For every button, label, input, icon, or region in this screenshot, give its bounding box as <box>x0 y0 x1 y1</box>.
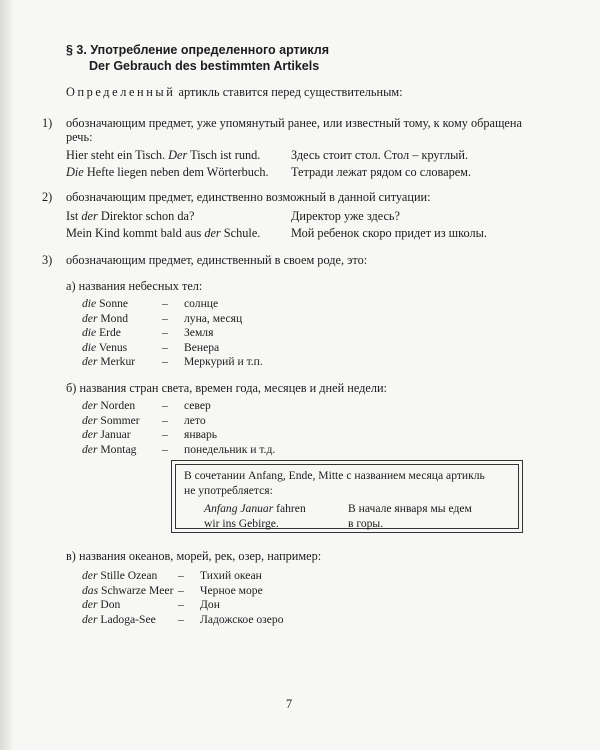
sub-b-label: б) <box>66 381 77 395</box>
rule-3-number: 3) <box>42 253 53 267</box>
list-item: der Stille Ozean – Тихий океан <box>82 569 262 582</box>
sub-a-list <box>82 297 263 370</box>
intro-line <box>66 85 403 100</box>
example-ru: Здесь стоит стол. Стол – круглый. <box>291 148 469 162</box>
example-row <box>66 148 468 163</box>
section-number: § 3. <box>66 43 87 57</box>
sub-a-text: названия небесных тел: <box>78 279 203 293</box>
list-item: die Erde – Земля <box>82 326 214 340</box>
list-item: die Venus – Венера <box>82 340 220 354</box>
section-title-ru: Употребление определенного артикля <box>90 43 330 57</box>
example-de: Die Hefte liegen neben dem Wörterbuch. <box>66 165 269 179</box>
section-heading-ru <box>66 43 329 57</box>
rule-2-number: 2) <box>42 190 53 204</box>
list-item: der Norden – север <box>82 399 211 412</box>
sub-v-list <box>82 569 284 627</box>
sub-b-heading <box>66 381 387 396</box>
example-row <box>66 226 487 241</box>
list-item: der Mond – луна, месяц <box>82 311 243 325</box>
rule-3-text: обозначающим предмет, единственный в своем роде, это: <box>66 253 368 267</box>
intro-rest: артикль ставится перед существительным: <box>178 85 403 99</box>
list-item: der Montag – понедельник и т.д. <box>82 442 276 456</box>
note-example <box>204 502 510 531</box>
list-item: der Ladoga-See – Ладожское озеро <box>82 612 284 626</box>
sub-b-list <box>82 399 275 457</box>
rule-1-text-line1: обозначающим предмет, уже упомянутый ранее, или известный тому, к кому обращена <box>66 116 522 130</box>
example-de: Hier steht ein Tisch. Der Tisch ist rund. <box>66 148 261 162</box>
sub-a-heading <box>66 279 202 294</box>
page-number: 7 <box>286 697 293 711</box>
rule-1-text-line2: речь: <box>66 130 93 144</box>
example-row <box>66 165 471 180</box>
note-line-2: не употребляется: <box>184 483 273 497</box>
list-item: der Merkur – Меркурий и т.п. <box>82 355 263 369</box>
sub-v-heading <box>66 549 321 564</box>
note-line-1: В сочетании Anfang, Ende, Mitte с названием месяца артикль <box>184 469 485 482</box>
note-example-ru: В начале января мы едем в горы. <box>348 502 472 530</box>
list-item: die Sonne – солнце <box>82 297 219 310</box>
rule-1-number: 1) <box>42 116 53 130</box>
list-item: das Schwarze Meer – Черное море <box>82 583 263 597</box>
note-box-inner <box>175 464 519 529</box>
example-de: Mein Kind kommt bald aus der Schule. <box>66 226 261 240</box>
list-item: der Januar – январь <box>82 428 218 442</box>
sub-v-label: в) <box>66 549 76 563</box>
list-item: der Don – Дон <box>82 598 220 612</box>
sub-a-label: а) <box>66 279 76 293</box>
example-ru: Директор уже здесь? <box>291 209 401 223</box>
example-ru: Тетради лежат рядом со словарем. <box>291 165 472 179</box>
sub-b-text: названия стран света, времен года, месяцев и дней недели: <box>79 381 387 395</box>
example-ru: Мой ребенок скоро придет из школы. <box>291 226 487 240</box>
example-row <box>66 209 400 224</box>
list-item: der Sommer – лето <box>82 413 206 427</box>
page-edge-shadow <box>0 0 14 750</box>
note-box <box>171 460 523 533</box>
section-title-de: Der Gebrauch des bestimmten Artikels <box>89 59 320 73</box>
rule-2-text: обозначающим предмет, единственно возможный в данной ситуации: <box>66 190 431 204</box>
intro-emphasis: Определенный <box>66 85 176 99</box>
sub-v-text: названия океанов, морей, рек, озер, например: <box>78 549 322 563</box>
example-de: Ist der Direktor schon da? <box>66 209 195 223</box>
note-example-de: Anfang Januar fahren wir ins Gebirge. <box>204 502 306 530</box>
